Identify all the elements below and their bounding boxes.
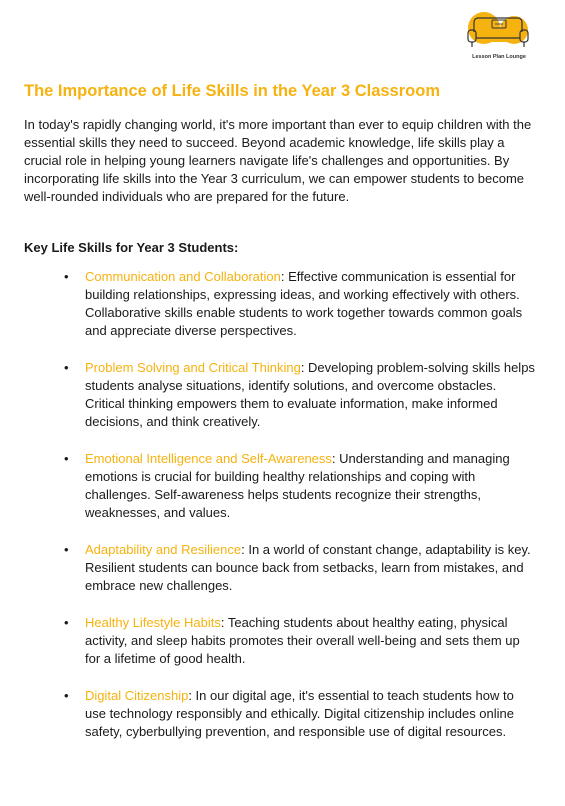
bullet-icon: • [64,269,69,284]
list-item [0,268,565,340]
skill-term: Emotional Intelligence and Self-Awareness [85,451,332,466]
skill-description: : Understanding and managing emotions is crucial for building healthy relationships and coping with challenges. Self-awareness helps students recognize their strengths, weaknesses, and values. [85,451,510,520]
skill-term: Digital Citizenship [85,688,189,703]
intro-paragraph: In today's rapidly changing world, it's more important than ever to equip children with the essential skills they need to succeed. Beyond academic knowledge, life skills play a crucial role in helping young learners navigate life's challenges and opportunities. By incorporating life skills into the Year 3 curriculum, we can empower students to become well-rounded individuals who are prepared for the future. [24,117,532,204]
skill-description: : Teaching students about healthy eating, physical activity, and sleep habits promotes their overall well-being and sets them up for a lifetime of good health. [85,615,520,666]
list-item [0,614,565,668]
section-heading: Key Life Skills for Year 3 Students: [24,240,239,255]
skill-description: : Developing problem-solving skills helps students analyse situations, identify solutions, and overcome obstacles. Critical thinking empowers them to evaluate information, make informed decisions, and think creatively. [85,360,535,429]
skill-term: Healthy Lifestyle Habits [85,615,221,630]
list-item [0,359,565,431]
bullet-icon: • [64,615,69,630]
skill-description: : In our digital age, it's essential to teach students how to use technology responsibly and ethically. Digital citizenship includes online safety, cyberbullying prevention, and responsible use of digital resources. [85,688,515,739]
page-title: The Importance of Life Skills in the Year 3 Classroom [24,82,440,100]
skill-description: : Effective communication is essential for building relationships, expressing ideas, and working effectively with others. Collaborative skills enable students to work together towards common goals and appreciate diverse perspectives. [85,269,523,338]
skill-term: Communication and Collaboration [85,269,281,284]
logo-text: Lesson Plan Lounge [472,54,526,60]
bullet-icon: • [64,688,69,703]
skill-term: Adaptability and Resilience [85,542,242,557]
lesson-plan-lounge-logo [462,8,536,66]
skill-description: : In a world of constant change, adaptability is key. Resilient students can bounce back from setbacks, learn from mistakes, and embrace new challenges. [85,542,531,593]
skill-term: Problem Solving and Critical Thinking [85,360,301,375]
list-item [0,450,565,522]
list-item [0,687,565,741]
bullet-icon: • [64,542,69,557]
list-item [0,541,565,595]
skills-list [0,268,565,760]
bullet-icon: • [64,451,69,466]
bullet-icon: • [64,360,69,375]
logo-couch-icon [462,8,536,54]
